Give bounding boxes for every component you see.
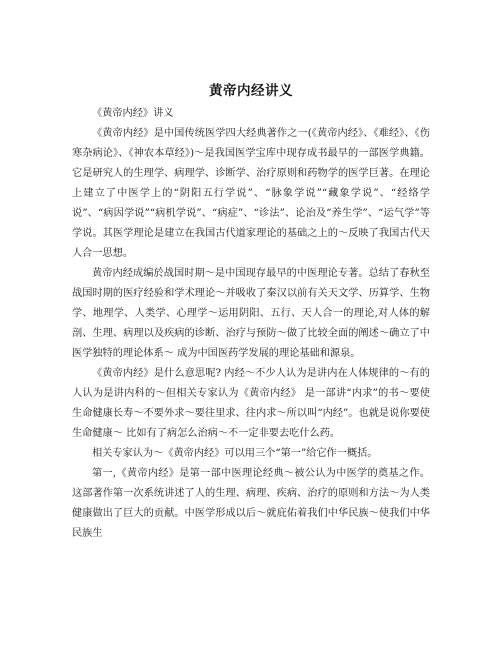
document-body [0,104,502,544]
paragraph: 第一,《黄帝内经》是第一部中医理论经典～被公认为中医学的奠基之作。这部著作第一次系统讲述了人的生理、病理、疾病、治疗的原则和方法～为人类健康做出了巨大的贡献。中医学形成以后～就庇佑着我们中华民族～使我们中华民族生 [72,468,430,539]
paragraph: 《黄帝内经》是什么意思呢? 内经～不少人认为是讲内在人体规律的～有的人认为是讲内科的～但相关专家认为《黄帝内经》 是一部讲“内求”的书～要使生命健康长寿～不要外求～要往里求、往内求～所以叫“内经”。也就是说你要使生命健康～ 比如有了病怎么治病～不一定非要去吃什么药。 [72,368,430,439]
document-title: 黄帝内经讲义 [209,83,293,99]
paragraph: 黄帝内经成编於战国时期～是中国现存最早的中医理论专著。总结了春秋至战国时期的医疗经验和学术理论～并吸收了秦汉以前有关天文学、历算学、生物学、地理学、人类学、心理学～运用阴阳、五行、天人合一的理论,对人体的解剖、生理、病理以及疾病的诊断、治疗与预防～做了比较全面的阐述～确立了中医学独特的理论体系～ 成为中国医药学发展的理论基础和源泉。 [72,268,430,359]
paragraph: 相关专家认为～《黄帝内经》可以用三个“第一”给它作一概括。 [92,448,378,459]
paragraph: 《黄帝内经》讲义 [92,108,174,119]
paragraph: 《黄帝内经》是中国传统医学四大经典著作之一(《黄帝内经》、《难经》、《伤寒杂病论》、《神农本草经》)～是我国医学宝库中现存成书最早的一部医学典籍。它是研究人的生理学、病理学、诊断学、治疗原则和药物学的医学巨著。在理论上建立了中医学上的“阴阳五行学说”、“脉象学说”“藏象学说”、“经络学说”、“病因学说”“病机学说”、“病症”、“诊法”、论治及“养生学”、“运气学”等学说。其医学理论是建立在我国古代道家理论的基础之上的～反映了我国古代天人合一思想。 [72,128,430,259]
